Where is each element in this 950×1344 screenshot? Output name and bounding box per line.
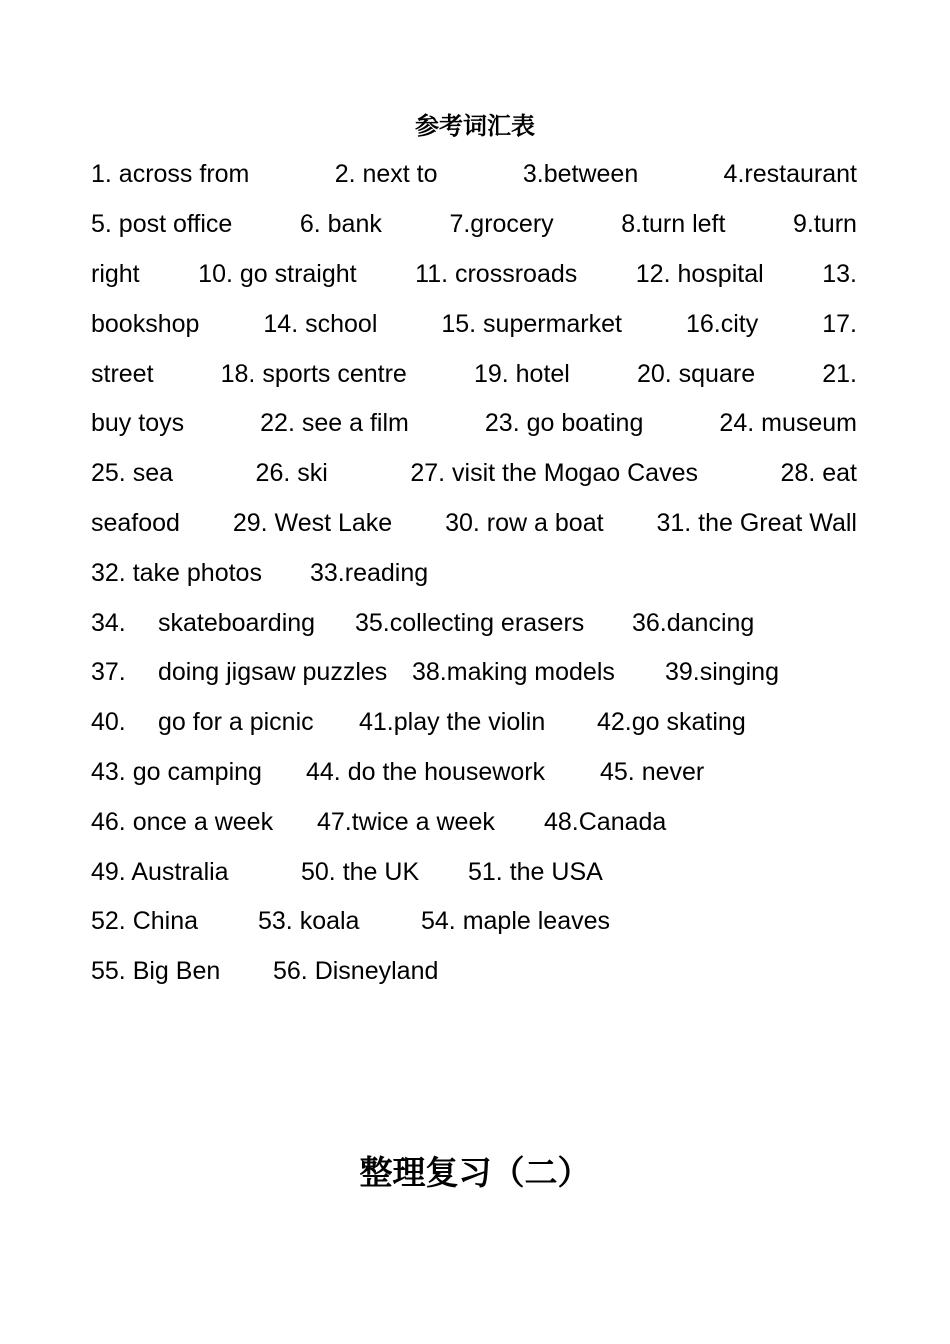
vocab-line	[91, 548, 857, 598]
vocab-item: 17.	[822, 309, 857, 338]
section-heading: 整理复习（二）	[359, 1153, 591, 1192]
vocab-line	[91, 847, 857, 897]
vocab-item: 42.go skating	[597, 708, 746, 737]
vocab-item: bookshop	[91, 309, 200, 338]
vocab-list-title: 参考词汇表	[415, 112, 535, 140]
vocab-item: 32. take photos	[91, 558, 262, 587]
vocab-item: 8.turn left	[621, 210, 726, 239]
vocab-item: 16.city	[685, 309, 759, 338]
vocab-item: 10. go straight	[198, 259, 357, 288]
vocab-item: seafood	[91, 508, 180, 537]
vocab-item: 6. bank	[299, 210, 382, 239]
vocab-item: right	[91, 259, 140, 288]
vocab-item: 23. go boating	[484, 409, 644, 438]
vocab-item: buy toys	[91, 409, 185, 438]
vocab-item: 37.	[91, 658, 126, 687]
vocab-item: 44. do the housework	[306, 757, 546, 786]
vocab-item: 25. sea	[91, 459, 174, 488]
vocab-item: 30. row a boat	[445, 508, 604, 537]
vocab-line	[91, 598, 857, 648]
vocab-item: doing jigsaw puzzles	[158, 658, 388, 687]
vocab-item: 35.collecting erasers	[355, 608, 585, 637]
vocab-item: 31. the Great Wall	[656, 508, 857, 537]
vocab-item: 55. Big Ben	[91, 957, 221, 986]
vocab-item: 56. Disneyland	[273, 957, 439, 986]
vocab-line	[91, 797, 857, 847]
vocab-item: 11. crossroads	[415, 259, 578, 288]
vocab-item: 14. school	[263, 309, 378, 338]
vocab-line	[91, 250, 857, 300]
vocab-item: 45. never	[600, 757, 705, 786]
vocab-item: 53. koala	[258, 907, 360, 936]
vocab-line	[91, 349, 857, 399]
vocab-item: 15. supermarket	[441, 309, 622, 338]
vocab-item: street	[91, 359, 154, 388]
vocab-item: 46. once a week	[91, 807, 274, 836]
vocab-item: go for a picnic	[158, 708, 314, 737]
vocab-list	[91, 150, 857, 997]
vocab-item: 20. square	[636, 359, 756, 388]
vocab-item: 47.twice a week	[317, 807, 495, 836]
vocab-item: 9.turn	[793, 210, 857, 239]
vocab-line	[91, 499, 857, 549]
vocab-line	[91, 200, 857, 250]
vocab-item: 51. the USA	[468, 857, 603, 886]
vocab-item: 5. post office	[91, 210, 233, 239]
vocab-line	[91, 150, 857, 200]
vocab-item: 27. visit the Mogao Caves	[410, 459, 698, 488]
vocab-item: 7.grocery	[449, 210, 554, 239]
vocab-item: 48.Canada	[544, 807, 667, 836]
vocab-line	[91, 648, 857, 698]
vocab-item: 3.between	[522, 160, 639, 189]
vocab-item: 24. museum	[719, 409, 857, 438]
vocab-line	[91, 698, 857, 748]
vocab-line	[91, 947, 857, 997]
vocab-item: 54. maple leaves	[421, 907, 611, 936]
vocab-item: 40.	[91, 708, 126, 737]
vocab-item: 33.reading	[310, 558, 429, 587]
vocab-item: 38.making models	[412, 658, 615, 687]
vocab-item: 41.play the violin	[359, 708, 546, 737]
vocab-item: 21.	[822, 359, 857, 388]
vocab-item: 34.	[91, 608, 126, 637]
vocab-item: 18. sports centre	[220, 359, 407, 388]
vocab-line	[91, 299, 857, 349]
vocab-item: 19. hotel	[473, 359, 570, 388]
vocab-item: 39.singing	[665, 658, 779, 687]
vocab-item: 22. see a film	[260, 409, 409, 438]
vocab-line	[91, 897, 857, 947]
vocab-item: 36.dancing	[632, 608, 755, 637]
vocab-line	[91, 399, 857, 449]
vocab-item: 52. China	[91, 907, 199, 936]
vocab-item: 28. eat	[780, 459, 857, 488]
vocab-item: 2. next to	[334, 160, 438, 189]
vocab-line	[91, 449, 857, 499]
vocab-item: 1. across from	[91, 160, 250, 189]
vocab-item: 13.	[822, 259, 857, 288]
vocab-item: 4.restaurant	[723, 160, 857, 189]
vocab-item: 49. Australia	[91, 857, 229, 886]
vocab-line	[91, 748, 857, 798]
vocab-item: 50. the UK	[301, 857, 420, 886]
vocab-item: 29. West Lake	[232, 508, 393, 537]
vocab-item: 26. ski	[255, 459, 328, 488]
vocab-item: 43. go camping	[91, 757, 262, 786]
vocab-item: skateboarding	[158, 608, 316, 637]
vocab-item: 12. hospital	[635, 259, 764, 288]
